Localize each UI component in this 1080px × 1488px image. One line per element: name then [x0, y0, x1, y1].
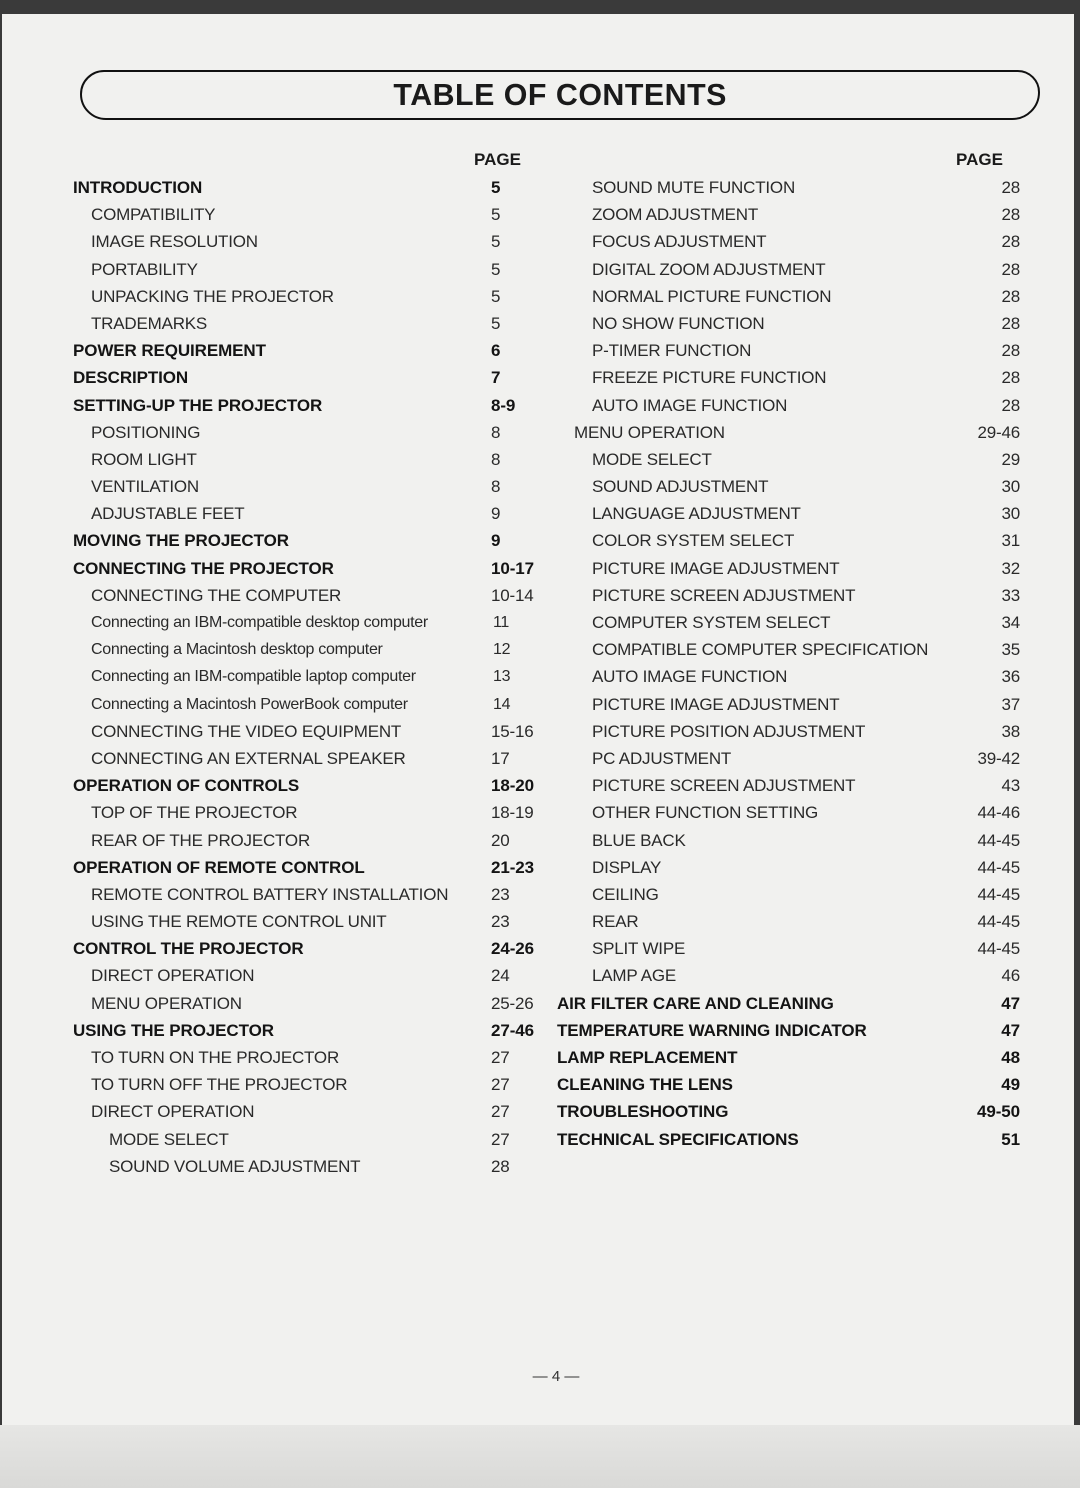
toc-entry: [0, 636, 545, 663]
toc-entry: [0, 1017, 545, 1044]
toc-entry-page: 10-17: [491, 558, 534, 578]
toc-entry-page: 24-26: [491, 939, 534, 959]
toc-entry-title: CONTROL THE PROJECTOR: [73, 939, 304, 959]
toc-entry-page: 25-26: [491, 993, 534, 1013]
toc-entry-title: PICTURE SCREEN ADJUSTMENT: [592, 776, 856, 796]
toc-entry: [0, 908, 545, 935]
toc-entry: [545, 962, 1075, 989]
toc-entry: [0, 663, 545, 690]
toc-entry: [0, 935, 545, 962]
toc-entry-title: INTRODUCTION: [73, 178, 203, 197]
toc-entry-page: 44-46: [977, 803, 1020, 823]
toc-entry-page: 43: [1001, 776, 1020, 796]
toc-entry-page: 44-45: [977, 912, 1020, 932]
toc-entry-title: PC ADJUSTMENT: [592, 748, 732, 768]
toc-entry-page: 28: [491, 1156, 510, 1176]
toc-entry-title: COMPATIBLE COMPUTER SPECIFICATION: [592, 640, 929, 660]
toc-entry-page: 5: [491, 313, 501, 333]
toc-entry-page: 9: [491, 531, 501, 551]
toc-entry: [0, 446, 545, 473]
toc-entry-page: 7: [491, 368, 501, 388]
toc-entry-page: 23: [491, 884, 510, 904]
toc-entry: [545, 1017, 1075, 1044]
toc-entry-page: 49: [1001, 1075, 1020, 1095]
toc-entry-title: ADJUSTABLE FEET: [91, 504, 245, 524]
toc-entry-page: 44-45: [977, 884, 1020, 904]
toc-entry-page: 28: [1001, 286, 1020, 306]
toc-entry: [0, 799, 545, 826]
toc-entry-title: TECHNICAL SPECIFICATIONS: [557, 1129, 799, 1149]
toc-entry-title: CONNECTING THE VIDEO EQUIPMENT: [91, 721, 402, 741]
toc-entry: [0, 854, 545, 881]
toc-entry-title: CONNECTING AN EXTERNAL SPEAKER: [91, 748, 406, 768]
toc-entry-page: 46: [1001, 966, 1020, 986]
title-frame: [80, 70, 1040, 120]
toc-entry-page: 37: [1001, 694, 1020, 714]
toc-entry: [545, 446, 1075, 473]
toc-entry: [545, 419, 1075, 446]
toc-entry: [545, 256, 1075, 283]
toc-entry-title: AUTO IMAGE FUNCTION: [592, 667, 788, 687]
toc-entry-page: 28: [1001, 178, 1020, 197]
toc-entry-page: 17: [491, 748, 510, 768]
toc-entry: [545, 337, 1075, 364]
toc-entry-title: CLEANING THE LENS: [557, 1075, 733, 1095]
toc-entry-title: TRADEMARKS: [91, 313, 208, 333]
toc-entry-page: 5: [491, 205, 501, 225]
toc-entry-page: 44-45: [977, 857, 1020, 877]
toc-entry-page: 5: [491, 178, 501, 197]
toc-entry-title: TO TURN OFF THE PROJECTOR: [91, 1075, 348, 1095]
toc-entry-page: 30: [1001, 504, 1020, 524]
toc-entry: [545, 854, 1075, 881]
toc-entry: [545, 174, 1075, 201]
toc-entry: [545, 473, 1075, 500]
toc-entry: [0, 310, 545, 337]
toc-entry: [545, 609, 1075, 636]
toc-entry-page: 24: [491, 966, 510, 986]
toc-entry: [0, 1153, 545, 1180]
toc-entry-title: USING THE REMOTE CONTROL UNIT: [91, 912, 387, 932]
toc-column-right: [545, 174, 1075, 1153]
toc-entry-page: 13: [493, 668, 511, 686]
toc-entry-title: CEILING: [592, 884, 659, 904]
toc-entry-page: 44-45: [977, 939, 1020, 959]
toc-entry-page: 39-42: [977, 748, 1020, 768]
toc-entry: [545, 691, 1075, 718]
toc-entry: [0, 745, 545, 772]
toc-entry-page: 21-23: [491, 857, 534, 877]
toc-entry-title: SPLIT WIPE: [592, 939, 686, 959]
toc-entry-page: 51: [1001, 1129, 1020, 1149]
toc-entry-title: Connecting an IBM-compatible laptop computer: [91, 668, 416, 686]
toc-entry-page: 5: [491, 259, 501, 279]
page-bottom-edge: [0, 1425, 1080, 1488]
toc-entry-title: OTHER FUNCTION SETTING: [592, 803, 819, 823]
toc-entry: [0, 881, 545, 908]
toc-entry: [545, 201, 1075, 228]
toc-entry-page: 48: [1001, 1048, 1020, 1067]
toc-entry: [545, 881, 1075, 908]
toc-entry-page: 18-19: [491, 803, 534, 823]
toc-entry-title: PICTURE POSITION ADJUSTMENT: [592, 721, 866, 741]
toc-entry-title: COMPATIBILITY: [91, 205, 216, 225]
toc-entry: [545, 392, 1075, 419]
toc-entry-page: 34: [1001, 613, 1020, 632]
toc-entry: [0, 582, 545, 609]
toc-entry-page: 20: [491, 830, 510, 850]
toc-entry-title: FOCUS ADJUSTMENT: [592, 232, 767, 252]
toc-entry: [0, 337, 545, 364]
toc-entry: [0, 256, 545, 283]
toc-entry: [0, 1044, 545, 1071]
toc-entry-title: TO TURN ON THE PROJECTOR: [91, 1048, 340, 1067]
toc-entry: [545, 500, 1075, 527]
toc-entry-page: 18-20: [491, 776, 534, 796]
toc-entry: [545, 1126, 1075, 1153]
toc-entry: [545, 990, 1075, 1017]
toc-entry: [545, 772, 1075, 799]
toc-entry-page: 27: [491, 1102, 510, 1122]
toc-entry-title: PICTURE IMAGE ADJUSTMENT: [592, 558, 840, 578]
toc-entry-title: NORMAL PICTURE FUNCTION: [592, 286, 832, 306]
toc-entry-title: MODE SELECT: [109, 1129, 229, 1149]
page-title: TABLE OF CONTENTS: [393, 77, 727, 112]
toc-entry: [0, 228, 545, 255]
toc-entry-title: PICTURE IMAGE ADJUSTMENT: [592, 694, 840, 714]
toc-entry-page: 44-45: [977, 830, 1020, 850]
toc-entry: [545, 908, 1075, 935]
toc-entry-title: CONNECTING THE PROJECTOR: [73, 558, 334, 578]
toc-entry-page: 8-9: [491, 395, 516, 415]
toc-entry: [0, 772, 545, 799]
toc-entry-page: 10-14: [491, 585, 534, 605]
toc-entry: [545, 228, 1075, 255]
toc-entry-title: IMAGE RESOLUTION: [91, 232, 258, 252]
toc-entry-page: 28: [1001, 368, 1020, 388]
toc-entry-page: 29-46: [977, 422, 1020, 442]
toc-entry: [545, 527, 1075, 554]
toc-entry-title: USING THE PROJECTOR: [73, 1020, 274, 1040]
toc-entry-page: 6: [491, 341, 501, 361]
toc-entry-title: PICTURE SCREEN ADJUSTMENT: [592, 585, 856, 605]
toc-entry-page: 28: [1001, 259, 1020, 279]
toc-entry: [545, 636, 1075, 663]
toc-entry-title: FREEZE PICTURE FUNCTION: [592, 368, 827, 388]
toc-entry-title: Connecting a Macintosh PowerBook computer: [91, 695, 408, 713]
toc-entry-page: 14: [493, 695, 511, 713]
toc-entry: [0, 527, 545, 554]
toc-entry: [545, 799, 1075, 826]
toc-entry-page: 5: [491, 286, 501, 306]
toc-column-left: [0, 174, 545, 1180]
toc-entry: [0, 174, 545, 201]
toc-entry-title: AIR FILTER CARE AND CLEANING: [557, 993, 834, 1013]
toc-entry: [545, 283, 1075, 310]
toc-entry-page: 32: [1001, 558, 1020, 578]
toc-entry: [0, 201, 545, 228]
toc-entry-page: 28: [1001, 341, 1020, 361]
toc-entry-title: TOP OF THE PROJECTOR: [91, 803, 298, 823]
toc-entry-title: MENU OPERATION: [574, 422, 725, 442]
toc-entry-title: ROOM LIGHT: [91, 449, 197, 469]
toc-entry: [545, 935, 1075, 962]
toc-entry: [545, 555, 1075, 582]
toc-entry: [0, 500, 545, 527]
toc-entry-title: MENU OPERATION: [91, 993, 242, 1013]
toc-entry-page: 11: [493, 614, 510, 631]
page-number: — 4 —: [532, 1368, 580, 1385]
toc-entry: [0, 827, 545, 854]
toc-entry-page: 5: [491, 232, 501, 252]
toc-entry-page: 28: [1001, 205, 1020, 225]
toc-entry-title: LANGUAGE ADJUSTMENT: [592, 504, 801, 524]
toc-entry-page: 8: [491, 449, 501, 469]
toc-entry-title: TEMPERATURE WARNING INDICATOR: [557, 1020, 867, 1040]
toc-entry-page: 35: [1001, 640, 1020, 660]
toc-entry-page: 23: [491, 912, 510, 932]
toc-entry: [0, 473, 545, 500]
toc-entry: [545, 1044, 1075, 1071]
toc-entry-title: P-TIMER FUNCTION: [592, 341, 752, 361]
toc-entry: [545, 718, 1075, 745]
toc-entry: [0, 718, 545, 745]
toc-entry: [545, 582, 1075, 609]
toc-entry-title: TROUBLESHOOTING: [557, 1102, 729, 1122]
toc-entry-page: 36: [1001, 667, 1020, 687]
toc-entry-page: 28: [1001, 232, 1020, 252]
toc-entry-title: ZOOM ADJUSTMENT: [592, 205, 759, 225]
toc-entry-page: 27: [491, 1075, 510, 1095]
toc-entry: [0, 419, 545, 446]
toc-entry-page: 8: [491, 477, 501, 497]
toc-entry: [545, 663, 1075, 690]
page-column-header-left: PAGE: [474, 150, 521, 169]
toc-entry-page: 28: [1001, 395, 1020, 415]
toc-entry-page: 15-16: [491, 721, 534, 741]
toc-entry: [0, 364, 545, 391]
toc-entry-title: DESCRIPTION: [73, 368, 189, 388]
toc-entry: [0, 691, 545, 718]
toc-entry-title: MODE SELECT: [592, 449, 712, 469]
toc-entry-title: SOUND ADJUSTMENT: [592, 477, 769, 497]
toc-entry-page: 27-46: [491, 1020, 534, 1040]
toc-entry-page: 30: [1001, 477, 1020, 497]
toc-entry-page: 8: [491, 422, 501, 442]
toc-entry-title: POWER REQUIREMENT: [73, 341, 266, 361]
toc-entry-title: SOUND VOLUME ADJUSTMENT: [109, 1156, 361, 1176]
toc-entry: [545, 310, 1075, 337]
toc-entry-page: 47: [1001, 993, 1020, 1013]
toc-entry-page: 27: [491, 1048, 510, 1067]
toc-entry-title: SETTING-UP THE PROJECTOR: [73, 395, 323, 415]
toc-entry: [0, 1126, 545, 1153]
toc-entry-title: SOUND MUTE FUNCTION: [592, 178, 796, 197]
toc-entry-title: OPERATION OF REMOTE CONTROL: [73, 857, 365, 877]
toc-entry: [0, 1098, 545, 1125]
toc-entry-page: 47: [1001, 1020, 1020, 1040]
toc-entry-title: VENTILATION: [91, 477, 200, 497]
toc-entry-page: 31: [1001, 531, 1020, 551]
toc-entry-page: 49-50: [977, 1102, 1020, 1122]
toc-entry-title: LAMP AGE: [592, 966, 677, 986]
toc-entry-title: COLOR SYSTEM SELECT: [592, 531, 795, 551]
toc-entry: [545, 1071, 1075, 1098]
toc-entry-title: UNPACKING THE PROJECTOR: [91, 286, 334, 306]
toc-entry: [0, 962, 545, 989]
toc-entry-title: REAR: [592, 912, 639, 932]
toc-entry: [545, 364, 1075, 391]
toc-entry-title: BLUE BACK: [592, 830, 686, 850]
toc-entry-title: POSITIONING: [91, 422, 201, 442]
toc-entry-title: COMPUTER SYSTEM SELECT: [592, 613, 831, 632]
toc-entry: [0, 1071, 545, 1098]
toc-entry-title: Connecting an IBM-compatible desktop computer: [91, 614, 428, 631]
toc-entry-page: 29: [1001, 449, 1020, 469]
toc-entry: [0, 392, 545, 419]
toc-entry-page: 12: [493, 641, 511, 659]
toc-entry-title: DIGITAL ZOOM ADJUSTMENT: [592, 259, 826, 279]
toc-entry-title: PORTABILITY: [91, 259, 198, 279]
toc-entry-title: DIRECT OPERATION: [91, 1102, 255, 1122]
toc-entry: [545, 827, 1075, 854]
toc-entry-title: Connecting a Macintosh desktop computer: [91, 641, 383, 659]
toc-entry-page: 33: [1001, 585, 1020, 605]
toc-entry: [0, 609, 545, 636]
toc-entry-title: REAR OF THE PROJECTOR: [91, 830, 311, 850]
toc-entry: [0, 283, 545, 310]
toc-entry: [545, 745, 1075, 772]
toc-entry-title: CONNECTING THE COMPUTER: [91, 585, 342, 605]
toc-entry-title: REMOTE CONTROL BATTERY INSTALLATION: [91, 884, 449, 904]
toc-entry-page: 27: [491, 1129, 510, 1149]
toc-entry-title: NO SHOW FUNCTION: [592, 313, 765, 333]
toc-entry-title: DISPLAY: [592, 857, 662, 877]
toc-entry-title: MOVING THE PROJECTOR: [73, 531, 289, 551]
toc-entry: [545, 1098, 1075, 1125]
toc-entry-title: DIRECT OPERATION: [91, 966, 255, 986]
toc-entry-title: OPERATION OF CONTROLS: [73, 776, 300, 796]
page-column-header-right: PAGE: [956, 150, 1003, 169]
toc-entry-page: 9: [491, 504, 501, 524]
toc-entry-title: AUTO IMAGE FUNCTION: [592, 395, 788, 415]
toc-entry-page: 38: [1001, 721, 1020, 741]
toc-entry: [0, 555, 545, 582]
toc-entry-page: 28: [1001, 313, 1020, 333]
toc-entry: [0, 990, 545, 1017]
toc-entry-title: LAMP REPLACEMENT: [557, 1048, 738, 1067]
